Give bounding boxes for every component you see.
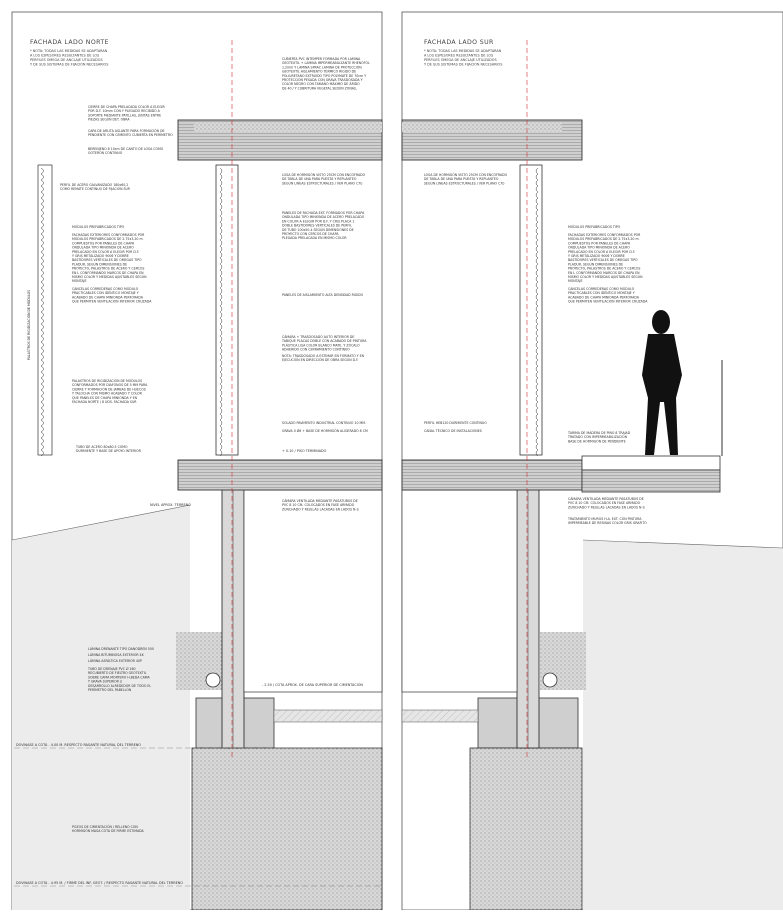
annotation-line: GEOTEXTIL AISLAMIENTO TÉRMICO RIGIDO DE (282, 69, 357, 74)
facade-module-north (216, 165, 238, 455)
crawl-space-south (402, 490, 517, 692)
annotation-line: CÁMARA + TRASDOSADO AUTO INTERIOR DE (282, 335, 355, 339)
annotation-line: ACABADO DE CHAPA MINIONDA PERFORADA (568, 295, 639, 300)
floor-slab-north (178, 460, 382, 490)
annotation-line: EN L CONFORMANDO MARCOS DE CHAPA EN (72, 270, 144, 275)
annotation-line: MONTAJE (72, 279, 87, 284)
annotation-line: PLEGADA PRELACADA EN MISMO COLOR (282, 236, 347, 241)
vertical-label-north: PALASTROS DE RIGIDIZACIÓN DE MÓDULOS (27, 289, 31, 360)
annotation-line: PRELACADO EN COLOR A ELEGIR POR D.F. (568, 249, 636, 254)
annotation-label (88, 147, 164, 155)
annotation-line: PALASTROS DE RIGIDIZACIÓN DE MÓDULOS (72, 379, 143, 383)
annotation-line: PROYECTO CON CERCOS DE CHAPA (282, 232, 339, 236)
annotation-line: ADHERIDO CON CERRAMIENTO CONTINUO (282, 347, 350, 352)
annotation-line: PENDIENTE CON CEMENTO CUBIERTA EN PERÍMETRO (88, 133, 173, 138)
annotation-line: BASE DE HORMIGÓN DE PENDIENTE (568, 439, 626, 444)
annotation-label (88, 646, 154, 651)
annotation-line: TRATADO CON IMPERMEABILIZACIÓN (568, 435, 627, 440)
annotation-label (282, 428, 368, 433)
annotation-line: PLÁSTICA LISA COLOR BLANCO MATE. Y ZÓCALO (282, 343, 360, 348)
annotation-label (282, 57, 370, 90)
annotation-label (568, 233, 643, 283)
ground-fill-south (583, 540, 783, 910)
annotation-line: DE TABLA DE UNA PARA PUESTA Y REPLANTEO (282, 177, 357, 182)
annotation-line: DE TUBO 100x50.4 SEGÚN DIMENSIONES DE (282, 227, 354, 232)
foundation-pit-north (192, 748, 382, 910)
annotation-line: Y TALOCHA CON MISMO ACABADO Y COLOR (72, 391, 142, 396)
annotation-line: DOBLE BASTIDORES VERTICALES DE PERFIL (282, 223, 352, 228)
terrace-base-south (582, 470, 720, 492)
annotation-line: CONFORMADOS POR DIAFONOS DE 5 MM PARA (72, 383, 148, 388)
annotation-line: BASTIDORES VERTICALES DE OMEGAS TIPO (72, 258, 142, 263)
annotation-line: PERFIL DE ACERO GALVANIZADO 180x60,2 (60, 183, 129, 187)
annotation-line: COMPUESTOS POR PANELES DE CHAPA (72, 241, 135, 246)
drain-pipe-north (206, 673, 220, 687)
annotation-line: QUE PERMITEN VENTILACIÓN INTERIOR CRUZADA (568, 299, 648, 304)
level-minus-5: DOVINASE A COTA - 4.95 M. / FIRME DEL INF. GEOT. / RESPECTO RASANTE NATURAL DEL TERRENO (16, 881, 183, 885)
annotation-line: ONDULADA TIPO MINIONDA DE ACERO (568, 245, 630, 250)
annotation-line: DURMIENTE Y BASE DE APOYO INTERIOR (76, 449, 141, 454)
annotation-line: PERÍMETRO DEL PABELLÓN (88, 688, 132, 692)
human-silhouette (642, 310, 682, 455)
annotation-line: PROTECCIÓN PESADA CON GRAVA TRASDOSADA Y (282, 78, 363, 82)
annotation-label (88, 652, 145, 657)
slab-base-north (274, 710, 382, 722)
roof-gravel-north (194, 122, 382, 132)
annotation-line: PLADUR, SEGÚN DIMENSIONES DE (568, 262, 624, 267)
annotation-line: ZUNCHADO Y REJILLAS LACADAS EN LADOS N-S (568, 505, 645, 510)
svg-text:PERFILES OMEGA DE ANCLAJE UTIL: PERFILES OMEGA DE ANCLAJE UTILIZADOS (30, 58, 103, 62)
annotation-line: CÁMARA VENTILADA MEDIANTE PASATUBOS DE (568, 497, 644, 501)
annotation-line: ACABADO DE CHAPA MINIONDA PERFORADA (72, 295, 143, 300)
annotation-line: MISMO COLOR Y MEDIDAS AJUSTABLES SEGÚN (568, 275, 643, 279)
annotation-label (72, 286, 152, 304)
annotation-line: DE TABLA DE UNA PARA PUESTA Y REPLANTEO (424, 177, 499, 182)
annotation-label (282, 172, 366, 185)
annotation-line: PANELES DE FACHADA EXT. FORMADOS POR CHAPA (282, 211, 365, 215)
annotation-line: MÓDULOS PREFABRICADOS DE 2.75x3.20 m (568, 237, 639, 242)
annotation-line: TRATAMIENTO MUROS H.A. EXT. CON PINTURA (568, 517, 642, 521)
annotation-label (424, 172, 508, 185)
annotation-line: Y GRAVA SUPERIOR // (88, 679, 122, 684)
annotation-label (282, 354, 365, 362)
annotation-line: LÁMINA BITUMINOSA EXTERIOR 4K (88, 653, 144, 657)
svg-text:A LOS ESPESORES RESULTANTES DE: A LOS ESPESORES RESULTANTES DE LOS (30, 53, 100, 58)
annotation-label (75, 445, 142, 453)
annotation-label (568, 286, 648, 304)
annotation-line: PVC 8 10 CM. COLOCADOS EN FASE ARMADO (568, 501, 641, 506)
title-north: FACHADA LADO NORTE (30, 39, 109, 46)
annotation-line: MÓDULOS PREFABRICADOS DE 2.75x3.20 m (72, 237, 143, 242)
annotation-line: PRACTICABLES CON IDÉNTICO MONTAJE Y (568, 291, 635, 296)
annotation-line: SOLADO PAVIMENTO INDUSTRIAL CONTINUO 10 MM. (282, 421, 367, 425)
annotation-line: EJECUCIÓN EN DIRECCIÓN DE OBRA SEGÚN D.F. (282, 358, 359, 363)
annotation-line: PERFIL HEB120 DURMIENTE CONTINUO (424, 421, 487, 425)
annotation-line: SOBRE CAMA MORTERO H.BEDA CAMA (88, 675, 150, 680)
annotation-line: TUBO DE DRENAJE PVC Ø 160 (88, 667, 136, 671)
note-south (424, 49, 502, 67)
sheet-south (402, 12, 783, 910)
annotation-line: PLADUR, SEGÚN DIMENSIONES DE (72, 262, 128, 267)
annotation-line: CIERRE DE CHAPA PRELACADA COLOR A ELEGIR (88, 105, 165, 109)
annotation-line: CANCELAS CORREDERAS COMO MÓDULO (72, 287, 139, 291)
annotation-line: GRAVA 0 Ø6 + BASE DE HORMIGÓN ALIGERADO 8 CM (282, 429, 368, 433)
floor-slab-south (402, 460, 582, 490)
slab-base-south (402, 710, 478, 722)
annotation-line: ONDULADA TIPO MINIONDA DE ACERO (72, 245, 134, 250)
annotation-line: PANELES DE AISLAMIENTO ALTA DENSIDAD RIGIDO (282, 293, 364, 297)
annotation-label (567, 431, 631, 443)
ground-fill-north (12, 505, 190, 910)
annotation-line: BERENJENO 8 10cm DE CANTO DE LOSA COMO (88, 147, 164, 151)
annotation-line: EN L CONFORMANDO MARCOS DE CHAPA EN (568, 270, 640, 275)
annotation-line: Y GRIS METALIZADO 9006 Y DOBRE (568, 254, 625, 258)
drain-pipe-south (543, 673, 557, 687)
annotation-label (281, 334, 367, 352)
annotation-line: MÓDULOS PREFABRICADOS TIPO (568, 225, 621, 229)
annotation-line: PRACTICABLES CON IDÉNTICO MONTAJE Y (72, 291, 139, 296)
annotation-label (282, 211, 365, 240)
level-foundation: - 2.50 / COTA APROX. DE CARA SUPERIOR DE CIMENTACIÓN (262, 683, 363, 687)
annotation-line: POLIURETANO EXTRUIDO TIPO POLYMATE DE 70cm Y (282, 73, 367, 78)
svg-text:Y DE SUS SISTEMAS DE FIJACIÓN: Y DE SUS SISTEMAS DE FIJACIÓN NECESARIOS (30, 62, 109, 67)
svg-text:PERFILES OMEGA DE ANCLAJE UTIL: PERFILES OMEGA DE ANCLAJE UTILIZADOS (424, 58, 497, 62)
annotation-line: ONDULADA TIPO MINIONDA DE ACERO PRELACADO (282, 215, 365, 220)
annotation-label (424, 421, 487, 425)
note-north (30, 49, 108, 67)
annotation-line: 1,2mm Y LAMINA SPRAC LAMINA DE PROTECCIÓN (282, 65, 362, 70)
annotation-line: CIERRE Y FORMACIÓN DE JAMBAS DE HUECOS (72, 387, 146, 392)
elevation-strip-north (38, 165, 52, 455)
annotation-line: LÁMINA DRENANTE TIPO DANODREN 500 (88, 647, 154, 651)
annotation-line: DE 40 / Y CUBRITURA VEGETAL SEDÚN ZONAS. (282, 86, 357, 91)
annotation-line: TARIMA DE MADERA DE PINO 8 TRAJAD (568, 431, 631, 435)
annotation-line: GOTERÓN CONTINUO (88, 151, 123, 156)
roof-gravel-south (402, 122, 562, 132)
annotation-line: COLOR NEGRO CON TAMAÑO MÁXIMO DE ÁRIDO (282, 82, 360, 87)
annotation-line: DESARROLLO ALREDEDOR DE TODO EL (88, 683, 152, 688)
annotation-label (72, 824, 145, 833)
annotation-line: PVC 8 10 CM. COLOCADOS EN FASE ARMADO (282, 503, 355, 508)
title-south: FACHADA LADO SUR (424, 39, 494, 46)
svg-text:* NOTA: TODAS LAS MEDIDAS SE A: * NOTA: TODAS LAS MEDIDAS SE ADAPTARAN (30, 49, 108, 53)
annotation-line: CANAL TÉCNICO DE INSTALACIONES (424, 429, 482, 433)
annotation-line: EN COLOR A ELEGIR POR D.F. Y CRIS PLACA 1 (282, 219, 355, 224)
annotation-line: LOSA DE HORMIGÓN VISTO 25CM CON ENCOFRADO (282, 173, 366, 177)
sheet-north (12, 12, 382, 910)
annotation-label (72, 378, 148, 404)
annotation-line: NOTA: TRASDOSADO A ESTIMAR EN FORMATO Y EN (282, 354, 364, 358)
annotation-line: BASTIDORES VERTICALES DE OMEGAS TIPO (568, 258, 638, 263)
annotation-line: FACHADAS EXTERIORES CONFORMADOS POR (568, 233, 641, 237)
annotation-label (282, 421, 366, 425)
annotation-label (72, 224, 125, 229)
annotation-line: POZOS DE CIMENTACIÓN / RELLENO CON (72, 825, 138, 829)
annotation-line: RECUBIERTO DE FIELTRO GEOTEXTIL (88, 671, 147, 676)
annotation-label (60, 183, 130, 191)
annotation-label (72, 233, 147, 283)
annotation-label (567, 517, 647, 525)
annotation-label (88, 105, 165, 122)
annotation-line: FACHADAS EXTERIORES CONFORMADOS POR (72, 233, 145, 237)
annotation-line: CÁMARA VENTILADA MEDIANTE PASATUBOS DE (282, 499, 358, 503)
annotation-line: HORMIGÓN MASA COTA DE FIRME ESTIMADA (72, 829, 144, 834)
annotation-line: PROYECTO, PALASTROS DE ACERO Y CERCOS (72, 266, 145, 271)
annotation-line: MISMO COLOR Y MEDIDAS AJUSTABLES SEGÚN (72, 275, 147, 279)
annotation-line: MÓDULOS PREFABRICADOS TIPO (72, 225, 125, 229)
annotation-line: TUBO DE ACERO 80x80.5 COMO (76, 445, 128, 449)
level-floor: + 0.10 / PISO TERMINADO (282, 449, 327, 453)
annotation-line: SEGÚN LINEAS ESTRUCTURALES / VER PLANO C7b (424, 181, 505, 186)
svg-text:Y DE SUS SISTEMAS DE FIJACIÓN: Y DE SUS SISTEMAS DE FIJACIÓN NECESARIOS (424, 62, 503, 67)
annotation-line: FACHADA NORTE / 8 UDS. FACHADA SUR (72, 400, 137, 404)
crawl-space-north (244, 490, 382, 692)
annotation-line: COMO REMATE CONTINUO DE FIJACIÓN SUP. (60, 187, 131, 192)
annotation-line: POR D.F. 10mm CON Y PLEGADO RECIBIDO A (88, 109, 160, 114)
annotation-label (282, 498, 359, 511)
annotation-line: IMPERMEABLE DE RESINAS COLOR GRIS GRAFITO (568, 521, 647, 526)
elevation-strip-wave (41, 168, 44, 456)
svg-text:* NOTA: TODAS LAS MEDIDAS SE A: * NOTA: TODAS LAS MEDIDAS SE ADAPTARAN (424, 49, 502, 53)
annotation-line: CUBIERTA PVC INTEMPER FORMADA POR LAMINA (282, 57, 361, 61)
level-minus-4: DOVINASE A COTA - 4.00 M. RESPECTO RASANTE NATURAL DEL TERRENO (16, 743, 141, 747)
annotation-line: Y GRIS METALIZADO 9006 Y DOBRE (72, 254, 129, 258)
foundation-pit-south (470, 748, 582, 910)
annotation-line: TABIQUE PLACAS DOBLE CON ACABADO DE PINTURA (282, 339, 367, 344)
annotation-line: SEGÚN LINEAS ESTRUCTURALES / VER PLANO C7b (282, 181, 363, 186)
annotation-label (568, 496, 645, 509)
facade-module-south (520, 165, 542, 455)
svg-text:A LOS ESPESORES RESULTANTES DE: A LOS ESPESORES RESULTANTES DE LOS (424, 53, 494, 58)
annotation-line: CANCELAS CORREDERAS COMO MÓDULO (568, 287, 635, 291)
annotation-line: PIEZAS SEGÚN DET. OBRA (88, 117, 130, 122)
annotation-line: QUE PERMITEN VENTILACIÓN INTERIOR CRUZADA (72, 299, 152, 304)
annotation-line: CAPA DE ARLITA ASLANTE PARA FORMACIÓN DE (88, 129, 165, 133)
annotation-label (424, 428, 482, 433)
annotation-line: ZUNCHADO Y REJILLAS LACADAS EN LADOS N-S (282, 507, 359, 512)
terrace-deck-south (582, 456, 720, 470)
annotation-label (88, 128, 173, 137)
annotation-line: SOPORTE MEDIANTE PATILLAS, JUNTAS ENTRE (88, 113, 162, 118)
annotation-label (282, 293, 364, 297)
level-ground: NIVEL APROX. TERRENO (150, 503, 191, 507)
annotation-label (568, 224, 621, 229)
annotation-line: MONTAJE (568, 279, 583, 284)
annotation-label (88, 658, 142, 663)
annotation-line: PROYECTO, PALASTROS DE ACERO Y CERCOS (568, 266, 641, 271)
annotation-line: LÁMINA ASFÁLTICA EXTERIOR 40P (88, 659, 142, 663)
annotation-line: PRELACADO EN COLOR A ELEGIR POR D.F. (72, 249, 140, 254)
annotation-line: LOSA DE HORMIGÓN VISTO 25CM CON ENCOFRADO (424, 173, 508, 177)
annotation-line: GEOTEXTIL + LAMINA IMPERMEABILIZANTE RHENOFOL (282, 61, 370, 66)
annotation-line: COMPUESTOS POR PANELES DE CHAPA (568, 241, 631, 246)
annotation-line: QUE PANELES DE CHAPA MINIONDA Y EN (72, 395, 138, 400)
